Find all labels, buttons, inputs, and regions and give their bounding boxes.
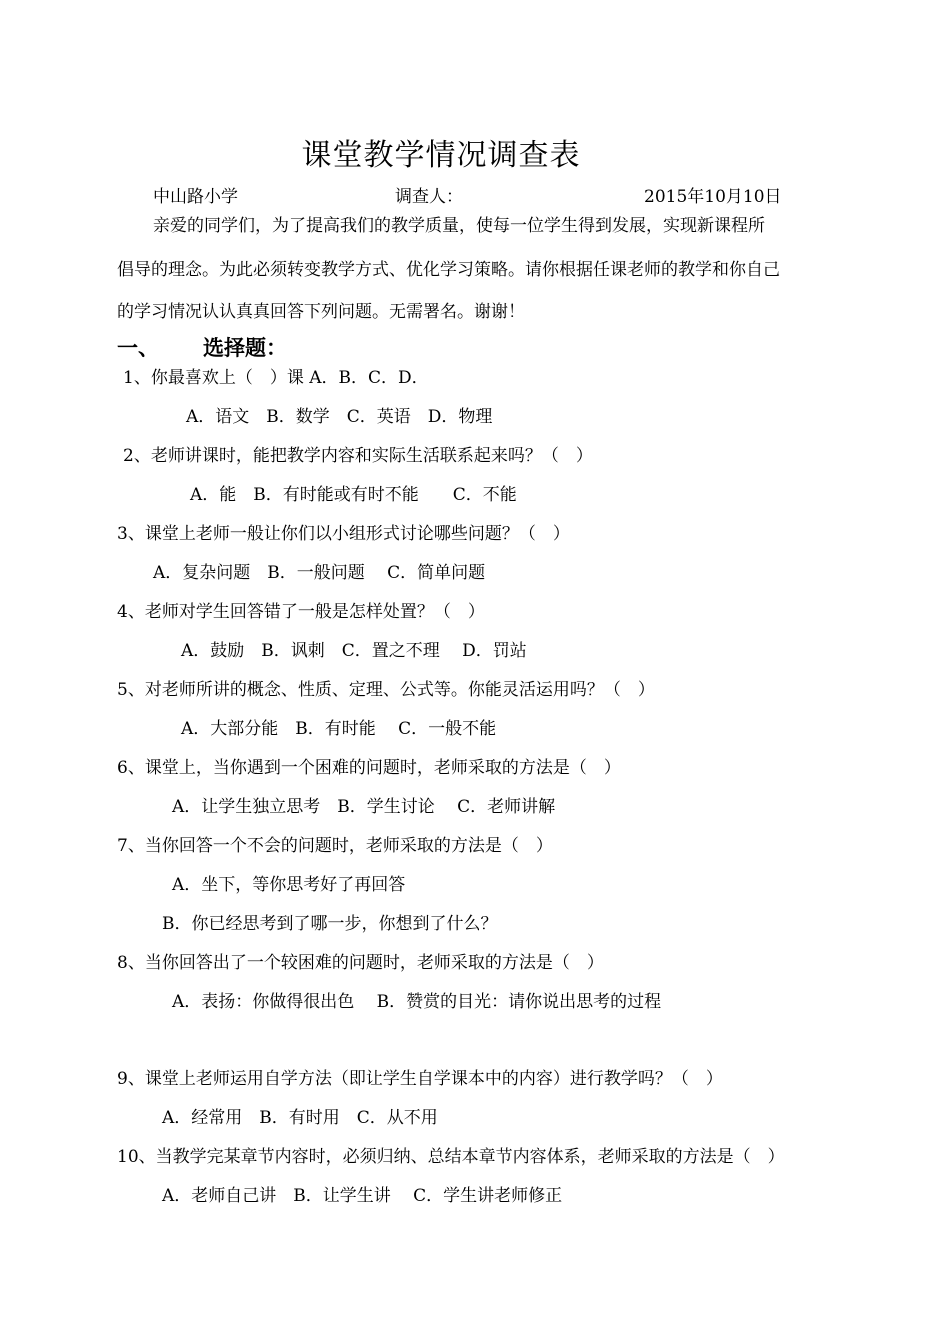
question-7: 7、当你回答一个不会的问题时，老师采取的方法是（ ） <box>117 836 553 856</box>
question-4-options: A．鼓励 B．讽刺 C．置之不理 D．罚站 <box>181 641 527 661</box>
question-6-options: A．让学生独立思考 B．学生讨论 C．老师讲解 <box>172 797 556 817</box>
question-9: 9、课堂上老师运用自学方法（即让学生自学课本中的内容）进行教学吗？（ ） <box>117 1069 723 1089</box>
question-1-options: A．语文 B．数学 C．英语 D．物理 <box>186 407 493 427</box>
question-5: 5、对老师所讲的概念、性质、定理、公式等。你能灵活运用吗？（ ） <box>117 680 655 700</box>
question-3-options: A．复杂问题 B．一般问题 C．简单问题 <box>153 563 486 583</box>
question-7-option-b: B．你已经思考到了哪一步，你想到了什么？ <box>162 914 498 934</box>
question-1: 1、你最喜欢上（ ）课 A．B．C．D． <box>123 368 429 388</box>
intro-line-2: 倡导的理念。为此必须转变教学方式、优化学习策略。请你根据任课老师的教学和你自己 <box>117 260 780 280</box>
section-title: 选择题： <box>203 336 287 360</box>
question-2-options: A．能 B．有时能或有时不能 C．不能 <box>190 485 517 505</box>
page-title: 课堂教学情况调查表 <box>301 138 581 173</box>
question-10-options: A．老师自己讲 B．让学生讲 C．学生讲老师修正 <box>162 1186 563 1206</box>
survey-date: 2015年10月10日 <box>644 187 782 207</box>
section-heading <box>117 332 287 362</box>
question-7-option-a: A．坐下，等你思考好了再回答 <box>172 875 406 895</box>
intro-line-3: 的学习情况认认真真回答下列问题。无需署名。谢谢！ <box>117 302 525 322</box>
section-number: 一、 <box>117 336 159 360</box>
question-6: 6、课堂上，当你遇到一个困难的问题时，老师采取的方法是（ ） <box>117 758 621 778</box>
intro-line-1: 亲爱的同学们，为了提高我们的教学质量，使每一位学生得到发展，实现新课程所 <box>153 216 765 236</box>
question-5-options: A．大部分能 B．有时能 C．一般不能 <box>181 719 497 739</box>
question-8-options: A．表扬：你做得很出色 B．赞赏的目光：请你说出思考的过程 <box>172 992 662 1012</box>
question-8: 8、当你回答出了一个较困难的问题时，老师采取的方法是（ ） <box>117 953 604 973</box>
question-4: 4、老师对学生回答错了一般是怎样处置？（ ） <box>117 602 485 622</box>
investigator-label: 调查人： <box>395 187 463 207</box>
question-3: 3、课堂上老师一般让你们以小组形式讨论哪些问题？（ ） <box>117 524 570 544</box>
question-10: 10、当教学完某章节内容时，必须归纳、总结本章节内容体系，老师采取的方法是（ ） <box>117 1147 785 1167</box>
question-9-options: A．经常用 B．有时用 C．从不用 <box>162 1108 438 1128</box>
school-name: 中山路小学 <box>153 187 238 207</box>
question-2: 2、老师讲课时，能把教学内容和实际生活联系起来吗？（ ） <box>123 446 593 466</box>
